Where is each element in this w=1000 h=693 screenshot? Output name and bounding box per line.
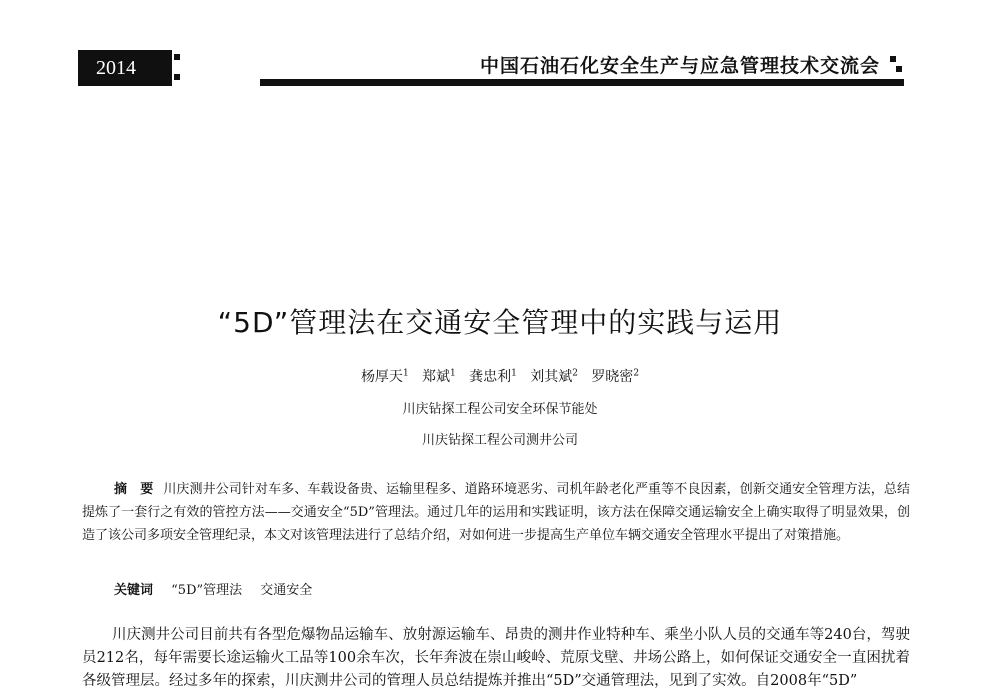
abstract-text: 川庆测井公司针对车多、车载设备贵、运输里程多、道路环境恶劣、司机年龄老化严重等不良因素，创新交通安全管理方法，总结提炼了一套行之有效的管控方法——交通安全“5D”管理法。通过几年的运用和实践证明，该方法在保障交通运输安全上确实取得了明显效果，创造了该公司多项安全管理纪录，本文对该管理法进行了总结介绍，对如何进一步提高生产单位车辆交通安全管理水平提出了对策措施。 — [82, 482, 910, 543]
keywords-label: 关键词 — [114, 583, 154, 598]
abstract-label: 摘 要 — [114, 482, 154, 497]
abstract — [82, 478, 910, 547]
author-name: 刘其斌 — [530, 369, 573, 385]
author-name: 罗晓密 — [591, 369, 634, 385]
author-affiliation-mark: 2 — [633, 368, 640, 379]
author-name: 郑斌 — [422, 369, 451, 385]
keyword: 交通安全 — [260, 583, 313, 598]
keyword: “5D”管理法 — [171, 583, 243, 598]
keywords — [114, 579, 326, 598]
author-list — [0, 366, 1000, 386]
conference-title: 中国石油石化安全生产与应急管理技术交流会 — [479, 55, 880, 77]
author-affiliation-mark: 1 — [402, 368, 409, 379]
author-name: 龚忠利 — [469, 369, 512, 385]
decorative-square-mark — [886, 52, 904, 82]
affiliation: 川庆钻探工程公司测井公司 — [421, 433, 578, 448]
running-header — [78, 50, 904, 86]
decorative-square-mark — [172, 50, 186, 86]
author-name: 杨厚天 — [360, 369, 403, 385]
header-rule — [260, 79, 904, 86]
body-paragraph: 川庆测井公司目前共有各型危爆物品运输车、放射源运输车、昂贵的测井作业特种车、乘坐小队人员的交通车等240台，驾驶员212名，每年需要长途运输火工品等100余车次，长年奔波在崇山峻岭、荒原戈壁、井场公路上，如何保证交通安全一直困扰着各级管理层。经过多年的探索，川庆测井公司的管理人员总结提炼并推出“5D”交通管理法，见到了实效。自2008年“5D” — [82, 627, 910, 689]
author-affiliation-mark: 1 — [511, 368, 517, 379]
article-title: “5D”管理法在交通安全管理中的实践与运用 — [217, 306, 783, 339]
header-year: 2014 — [78, 50, 172, 86]
affiliation: 川庆钻探工程公司安全环保节能处 — [402, 402, 598, 417]
author-affiliation-mark: 2 — [572, 368, 578, 379]
author-affiliation-mark: 1 — [450, 368, 456, 379]
